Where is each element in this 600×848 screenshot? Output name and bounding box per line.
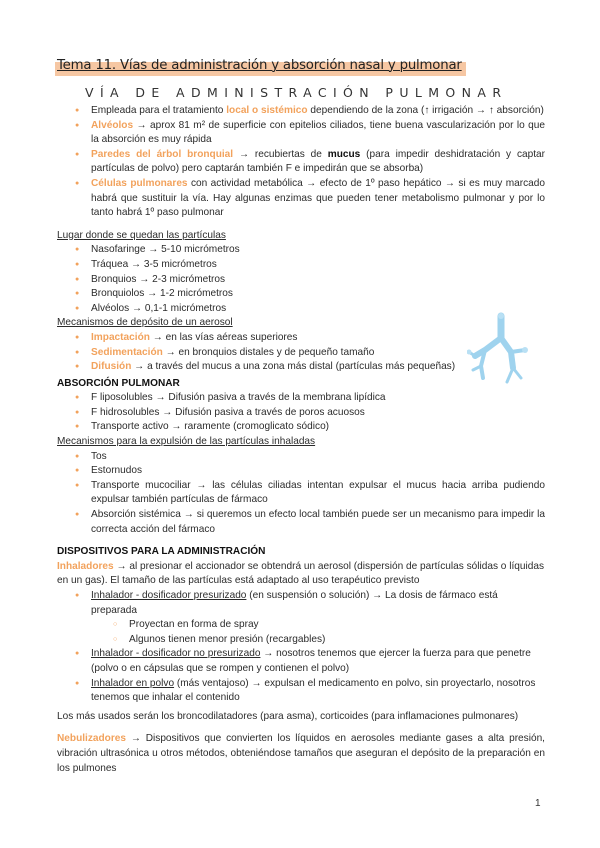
particles-list (57, 243, 545, 316)
devices-heading: DISPOSITIVOS PARA LA ADMINISTRACIÓN (57, 546, 266, 558)
text: → aprox 81 m² de superficie con epitelios ciliados, tiene buena vascularización por lo que la absorción es muy rápida (91, 119, 545, 146)
list-item: ● F hidrosolubles → Difusión pasiva a través de poros acuosos (57, 406, 545, 421)
page-number: 1 (535, 798, 541, 809)
text: con actividad metabólica → efecto de 1º paso hepático → si es muy marcado habrá que sustituir la vía. Hay algunas enzimas que pueden tener metabolismo pulmonar y por lo tanto habrá 1º paso pulmonar (91, 177, 545, 219)
list-item: ● Nasofaringe → 5-10 micrómetros (57, 243, 545, 258)
text: irrigación → (429, 105, 489, 116)
bold-term: mucus (327, 148, 361, 160)
list-item (57, 119, 545, 148)
text: absorción) (493, 105, 544, 116)
particles-heading: Lugar donde se quedan las partículas (57, 229, 226, 241)
deposit-heading: Mecanismos de depósito de un aerosol (57, 317, 233, 329)
inhalers-paragraph (57, 560, 545, 589)
nebulizers-paragraph (57, 732, 545, 776)
highlight-term: Difusión (91, 361, 132, 373)
list-item: ● F liposolubles → Difusión pasiva a través de la membrana lipídica (57, 391, 545, 406)
list-item (57, 148, 545, 177)
sub-list-item: ○ Proyectan en forma de spray (57, 618, 545, 633)
text: → recubiertas de (233, 148, 328, 160)
text: → nosotros tenemos que ejercer la fuerza para que penetre (polvo o en cápsulas que se rompen y contienen el polvo) (91, 648, 531, 674)
list-item: ● Tráquea → 3-5 micrómetros (57, 258, 545, 273)
text: Empleada para el tratamiento (91, 105, 227, 116)
expulsion-list (57, 450, 545, 538)
text: (para impedir deshidratación y captar partículas de polvo) pero captarán también F e impedirán que se absorba) (91, 148, 545, 175)
expulsion-heading: Mecanismos para la expulsión de las partículas inhaladas (57, 436, 316, 448)
device-name: Inhalador en polvo (91, 677, 175, 689)
highlight-term: Nebulizadores (57, 733, 126, 745)
highlight-term: Paredes del árbol bronquial (91, 148, 234, 160)
list-item: ● Tos (57, 450, 545, 465)
page-title: Tema 11. Vías de administración y absorción nasal y pulmonar (57, 58, 462, 73)
highlight-term: Sedimentación (91, 346, 163, 358)
text: dependiendo de la zona ( (307, 105, 425, 116)
section-title: VÍA DE ADMINISTRACIÓN PULMONAR (85, 85, 508, 100)
devices-list (57, 589, 545, 706)
text: (en suspensión o solución) → La dosis de fármaco está preparada (91, 590, 498, 616)
text: → Dispositivos que convierten los líquidos en aerosoles mediante gases a alta presión, vibración ultrasónica u otros métodos, obteniéndose tamaños que aseguran el depósito de la preparación en los pulmones (57, 733, 545, 774)
highlight-term: Inhaladores (57, 560, 114, 572)
absorption-list (57, 391, 545, 435)
sub-list-item: ○ Algunos tienen menor presión (recargables) (57, 633, 545, 648)
highlight-term: Alvéolos (91, 119, 134, 131)
list-item: ● Alvéolos → 0,1-1 micrómetros (57, 302, 545, 317)
highlight-term: Impactación (91, 331, 150, 343)
text: → al presionar el accionador se obtendrá un aerosol (dispersión de partículas sólidas o líquidas en un gas). El tamaño de las partículas está adaptado al uso terapéutico previsto (57, 560, 545, 587)
list-item: ● Transporte mucociliar → las células ciliadas intentan expulsar el mucus hacia arriba pudiendo expulsar también partículas de fármaco (57, 479, 545, 508)
list-item (57, 104, 545, 119)
list-item: ● Estornudos (57, 464, 545, 479)
up-arrow-icon: ↑ (488, 105, 494, 116)
highlight-term: Células pulmonares (91, 177, 188, 189)
bronchial-tree-illustration (467, 312, 531, 390)
document-page (57, 56, 545, 776)
device-name: Inhalador - dosificador no presurizado (91, 648, 261, 660)
list-item: ● Bronquiolos → 1-2 micrómetros (57, 287, 545, 302)
text: → en las vías aéreas superiores (149, 331, 298, 343)
list-item (57, 589, 545, 618)
text: → a través del mucus a una zona más distal (partículas más pequeñas) (131, 361, 456, 373)
text: → en bronquios distales y de pequeño tamaño (162, 346, 375, 358)
device-name: Inhalador - dosificador presurizado (91, 590, 247, 601)
absorption-heading: ABSORCIÓN PULMONAR (57, 377, 180, 389)
list-item (57, 677, 545, 706)
list-item (57, 177, 545, 221)
list-item: ● Bronquios → 2-3 micrómetros (57, 273, 545, 288)
title-block (57, 58, 462, 73)
intro-list (57, 104, 545, 221)
list-item (57, 647, 545, 676)
most-used-paragraph: Los más usados serán los broncodilatadores (para asma), corticoides (para inflamaciones pulmonares) (57, 710, 519, 722)
highlight-term: local o sistémico (226, 105, 308, 116)
up-arrow-icon: ↑ (424, 105, 430, 116)
text: (más ventajoso) → expulsan el medicamento en polvo, sin proyectarlo, nosotros tenemos que inhalar el contenido (91, 677, 536, 704)
list-item: ● Absorción sistémica → si queremos un efecto local también puede ser un mecanismo para impedir la correcta acción del fármaco (57, 508, 545, 537)
list-item: ● Transporte activo → raramente (cromoglicato sódico) (57, 420, 545, 435)
